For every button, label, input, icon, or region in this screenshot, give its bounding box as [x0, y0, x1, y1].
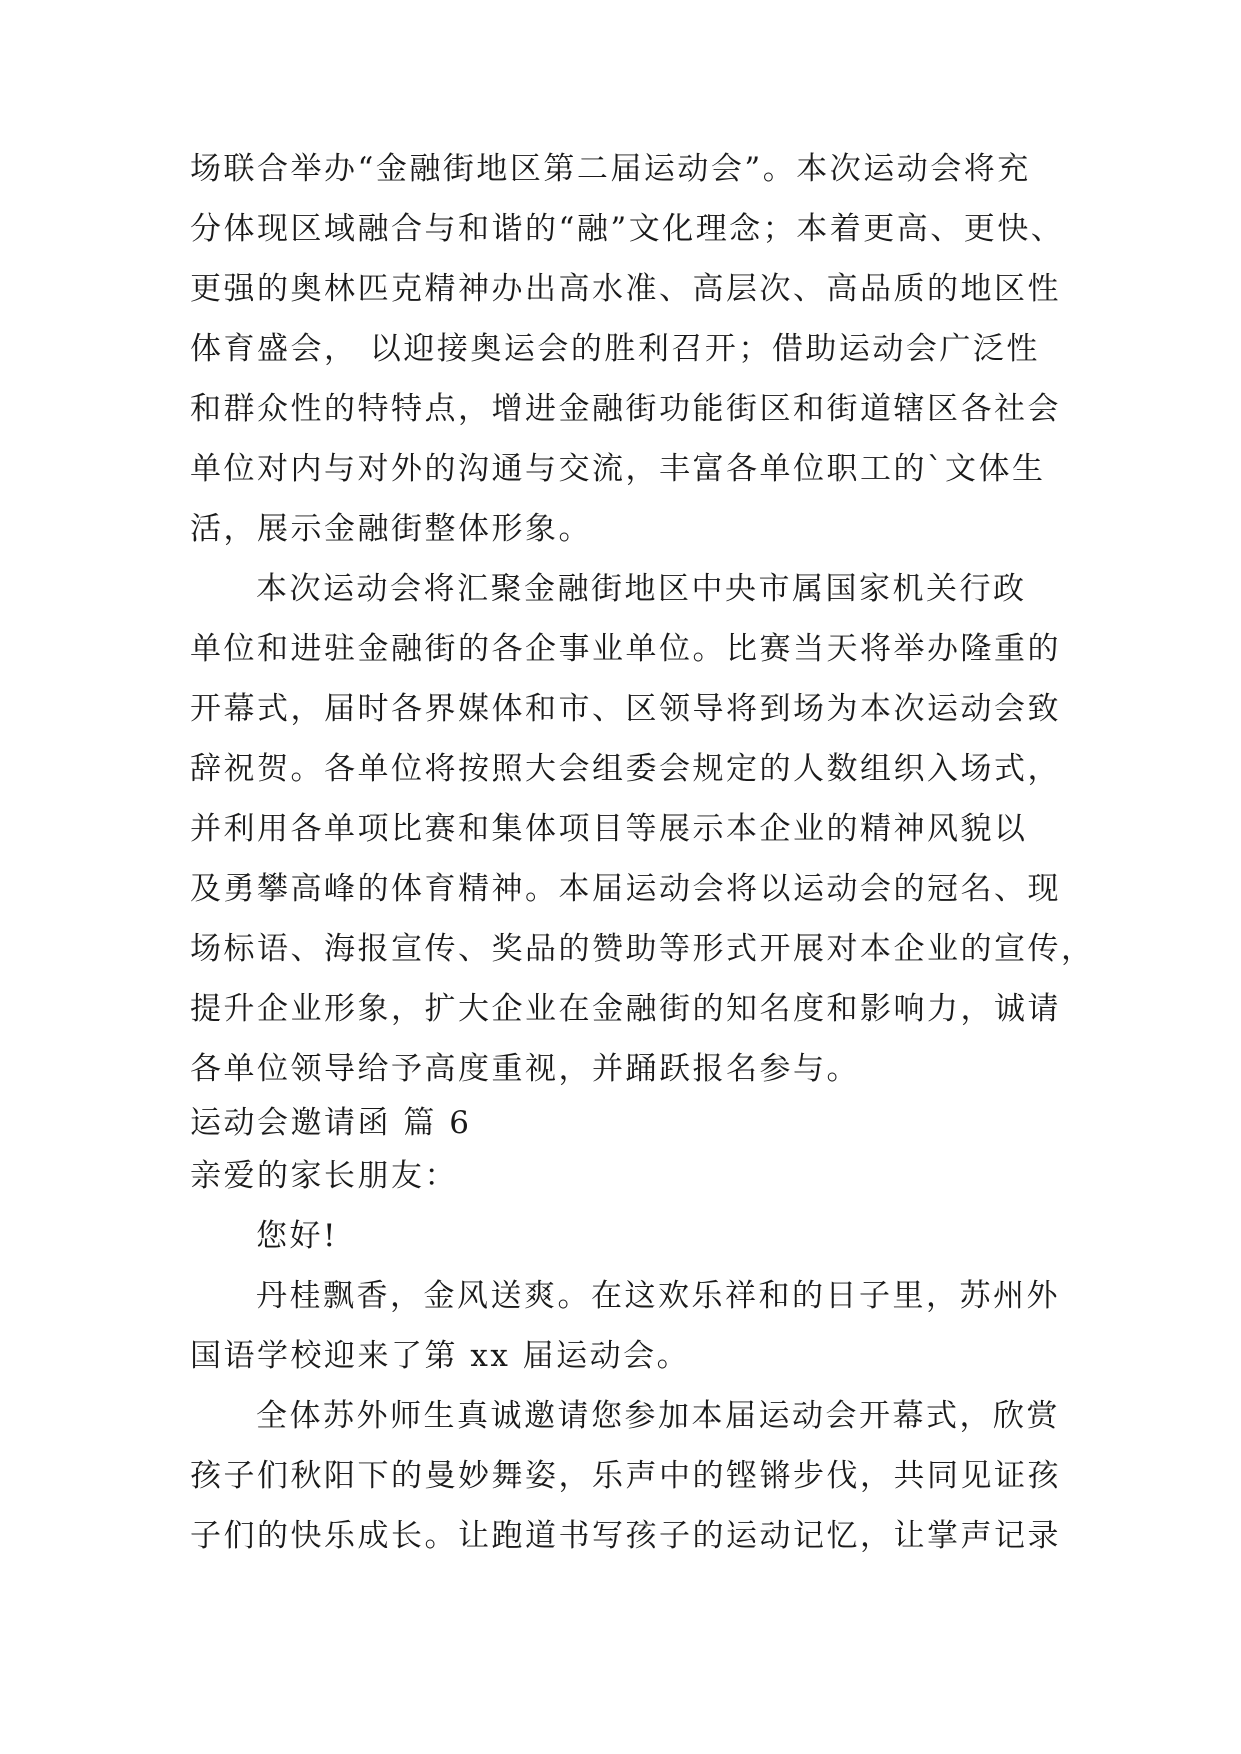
text-line: 单位对内与对外的沟通与交流，丰富各单位职工的`文体生 — [190, 451, 1046, 487]
text-line: 场标语、海报宣传、奖品的赞助等形式开展对本企业的宣传， — [190, 931, 1095, 967]
text-line: 各单位领导给予高度重视，并踊跃报名参与。 — [190, 1051, 860, 1087]
paragraph-first-line: 全体苏外师生真诚邀请您参加本届运动会开幕式，欣赏 — [256, 1398, 1060, 1434]
text-line: 辞祝贺。各单位将按照大会组委会规定的人数组织入场式， — [190, 751, 1061, 787]
text-line: 开幕式，届时各界媒体和市、区领导将到场为本次运动会致 — [190, 691, 1061, 727]
section-heading: 运动会邀请函 篇 6 — [190, 1105, 472, 1141]
paragraph-first-line: 本次运动会将汇聚金融街地区中央市属国家机关行政 — [256, 571, 1027, 607]
text-line: 国语学校迎来了第 xx 届运动会。 — [190, 1338, 691, 1374]
text-line: 分体现区域融合与和谐的“融”文化理念；本着更高、更快、 — [190, 211, 1065, 247]
text-line: 并利用各单项比赛和集体项目等展示本企业的精神风貌以 — [190, 811, 1028, 847]
text-line: 提升企业形象，扩大企业在金融街的知名度和影响力，诚请 — [190, 991, 1061, 1027]
salutation: 亲爱的家长朋友： — [190, 1158, 458, 1194]
text-line: 和群众性的特特点，增进金融街功能街区和街道辖区各社会 — [190, 391, 1061, 427]
text-line: 及勇攀高峰的体育精神。本届运动会将以运动会的冠名、现 — [190, 871, 1061, 907]
greeting: 您好! — [256, 1218, 338, 1254]
paragraph-first-line: 丹桂飘香，金风送爽。在这欢乐祥和的日子里，苏州外 — [256, 1278, 1060, 1314]
text-line: 更强的奥林匹克精神办出高水准、高层次、高品质的地区性 — [190, 271, 1061, 307]
text-line: 子们的快乐成长。让跑道书写孩子的运动记忆，让掌声记录 — [190, 1518, 1061, 1554]
text-line: 孩子们秋阳下的曼妙舞姿，乐声中的铿锵步伐，共同见证孩 — [190, 1458, 1061, 1494]
text-line: 活，展示金融街整体形象。 — [190, 511, 592, 547]
text-line: 场联合举办“金融街地区第二届运动会”。本次运动会将充 — [190, 151, 1031, 187]
text-line: 单位和进驻金融街的各企事业单位。比赛当天将举办隆重的 — [190, 631, 1061, 667]
text-line: 体育盛会， 以迎接奥运会的胜利召开；借助运动会广泛性 — [190, 331, 1040, 367]
